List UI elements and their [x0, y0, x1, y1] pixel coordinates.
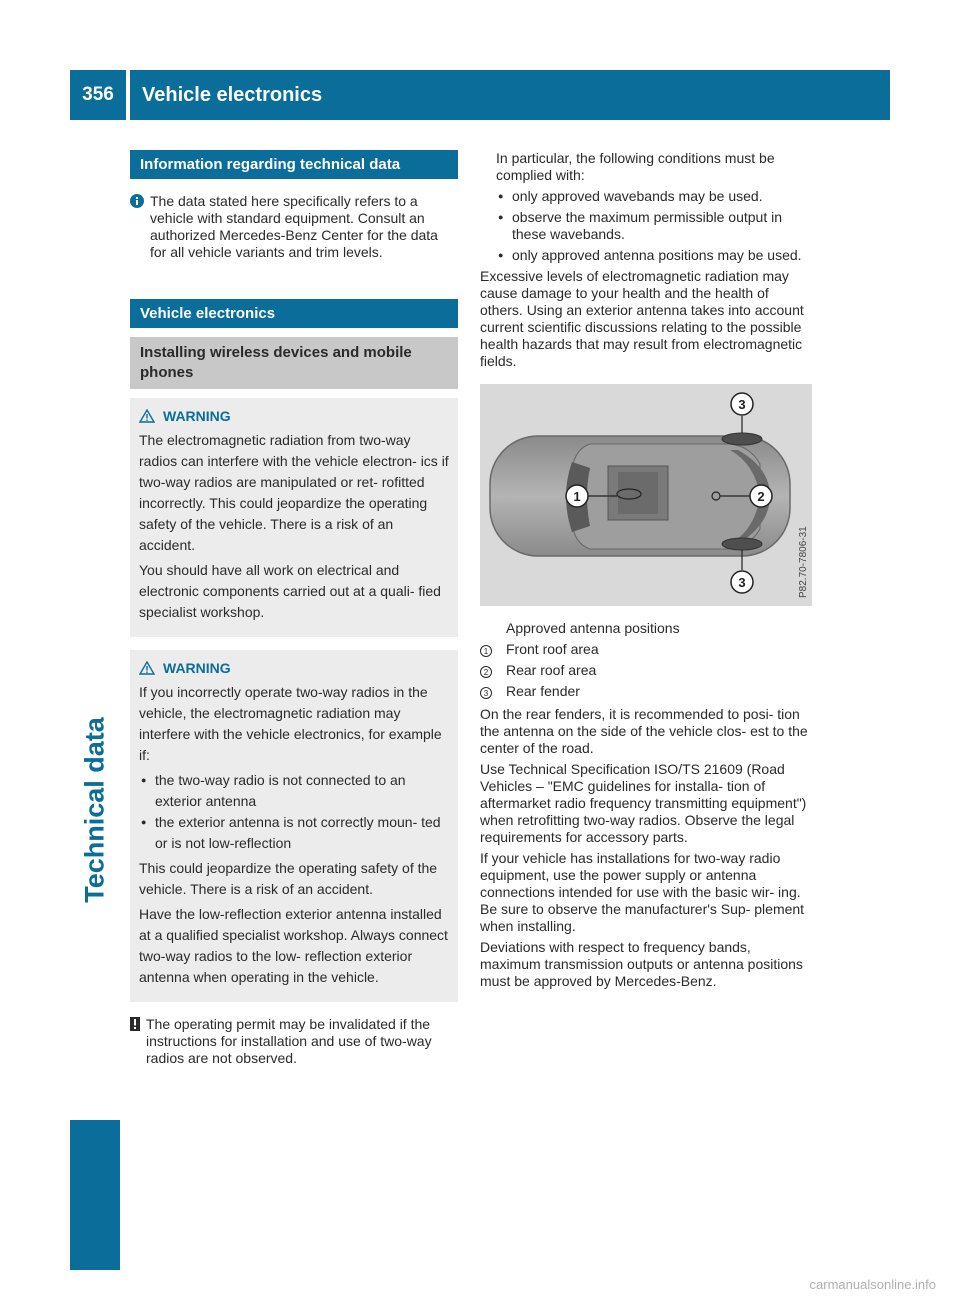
legend-label: Rear fender [506, 683, 580, 699]
page-number: 356 [82, 84, 114, 105]
legend-number: 2 [480, 666, 492, 678]
warning-header-2 [139, 660, 449, 676]
legend [480, 639, 812, 702]
iso-paragraph: Use Technical Specification ISO/TS 21609 (Road Vehicles – "EMC guidelines for installa- tion of aftermarket radio frequency transmitting equipment") when retrofitting two-way radios. Observe the legal requirements for accessory parts. [480, 761, 807, 845]
subsection-heading: Installing wireless devices and mobile phones [130, 337, 458, 389]
radiation-paragraph: Excessive levels of electromagnetic radiation may cause damage to your health and the health of others. Using an exterior antenna takes into account current scientific discussions relating to the possible health hazards that may result from electromagnetic fields. [480, 268, 804, 369]
conditions-intro: In particular, the following conditions must be complied with: [496, 150, 775, 183]
legend-row [480, 660, 812, 681]
list-item: ● only approved antenna positions may be used. [496, 247, 812, 264]
car-top-view-illustration [480, 384, 812, 606]
warning2-text-3: Have the low-reflection exterior antenna installed at a qualified specialist workshop. Always connect two-way radios to the low- reflection exterior antenna when operating in the vehicle. [139, 906, 448, 985]
fender-paragraph: On the rear fenders, it is recommended to posi- tion the antenna on the side of the vehicle clos- est to the center of the road. [480, 706, 808, 756]
chapter-title: Vehicle electronics [142, 84, 323, 106]
info-icon [130, 194, 144, 213]
side-tab-block [70, 1120, 120, 1270]
warning1-text-2: You should have all work on electrical and electronic components carried out at a quali- fied specialist workshop. [139, 562, 441, 620]
section-heading: Vehicle electronics [130, 299, 458, 328]
side-tab-label: Technical data [79, 717, 110, 903]
warning-label-1: WARNING [163, 408, 231, 424]
caution-note-text: The operating permit may be invalidated if the instructions for installation and use of two-way radios are not observed. [146, 1016, 432, 1066]
list-item: ● only approved wavebands may be used. [496, 188, 812, 205]
warning1-text-1: The electromagnetic radiation from two-way radios can interfere with the vehicle electron- ics if two-way radios are manipulated or ret- rofitted incorrectly. This could jeopardize the operating safety of the vehicle. There is a risk of an accident. [139, 432, 449, 553]
info-heading: Information regarding technical data [130, 150, 458, 179]
left-column [130, 150, 458, 1067]
installations-paragraph: If your vehicle has installations for two-way radio equipment, use the power supply or antenna connections intended for use with the basic wir- ing. Be sure to observe the manufacturer's Sup- plement when installing. [480, 850, 805, 934]
legend-label: Front roof area [506, 641, 599, 657]
list-item: ● the two-way radio is not connected to an exterior antenna [139, 770, 449, 812]
legend-row [480, 681, 812, 702]
header-bar [70, 70, 890, 120]
figure-caption: Approved antenna positions [506, 620, 680, 636]
legend-label: Rear roof area [506, 662, 597, 678]
conditions-list [480, 188, 812, 264]
list-item: ● the exterior antenna is not correctly moun- ted or is not low-reflection [139, 812, 449, 854]
header-separator [126, 70, 130, 120]
warning-box-1 [130, 398, 458, 637]
warning-label-2: WARNING [163, 660, 231, 676]
warning2-text-1: If you incorrectly operate two-way radios in the vehicle, the electromagnetic radiation may interfere with the vehicle electronics, for example if: [139, 684, 442, 763]
legend-number: 3 [480, 687, 492, 699]
warning-header-1 [139, 408, 449, 424]
footer-watermark: carmanualsonline.info [809, 1277, 936, 1292]
marker-1-label: 1 [573, 489, 581, 504]
antenna-figure [480, 384, 812, 606]
deviations-paragraph: Deviations with respect to frequency bands, maximum transmission outputs or antenna positions must be approved by Mercedes-Benz. [480, 939, 803, 989]
caution-icon [130, 1017, 140, 1036]
side-tab-label-wrap [72, 650, 118, 970]
marker-3-top-label: 3 [738, 397, 746, 412]
caution-note [130, 1016, 458, 1067]
list-item: ● observe the maximum permissible output in these wavebands. [496, 209, 812, 243]
legend-number: 1 [480, 645, 492, 657]
info-note [130, 193, 458, 261]
warning-triangle-icon [139, 661, 155, 675]
warning2-text-2: This could jeopardize the operating safety of the vehicle. There is a risk of an accident. [139, 860, 438, 897]
right-column [480, 150, 812, 990]
marker-3-bottom-label: 3 [738, 575, 746, 590]
legend-row [480, 639, 812, 660]
warning-triangle-icon [139, 409, 155, 423]
warning-box-2 [130, 650, 458, 1002]
figure-code: P82.70-7806-31 [798, 526, 809, 598]
marker-2-label: 2 [757, 489, 765, 504]
info-note-text: The data stated here specifically refers to a vehicle with standard equipment. Consult an authorized Mercedes-Benz Center for the data for all vehicle variants and trim levels. [150, 193, 438, 260]
side-tab [70, 650, 120, 970]
warning2-bullets [139, 770, 449, 854]
